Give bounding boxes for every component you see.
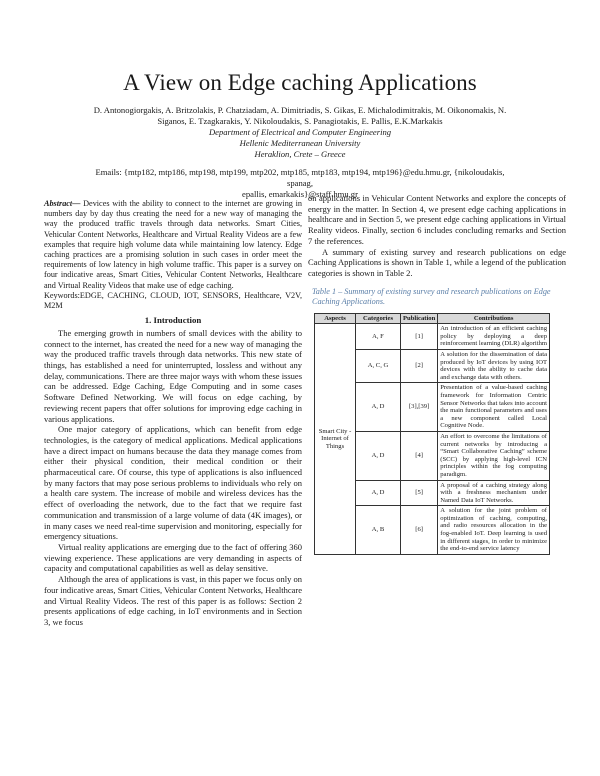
intro-paragraph-1: The emerging growth in numbers of small devices with the ability to connect to the internet, has created the need for a new way of managing the way the produced traffic travels through data networks. This new state of things, has established a need for uninterrupted, lossless and without any delay, communications. There are three major ways with whom these issues can be addressed. Edge Caching, Edge Computing and in some cases Software Defined Networking. We will focus on edge caching, by reviewing recent papers that offer solutions for improving edge caching in various applications. <box>44 327 302 424</box>
keywords: Keywords:EDGE, CACHING, CLOUD, IOT, SENSORS, Healthcare, V2V, M2M <box>44 290 302 311</box>
publication-cell: [2] <box>401 350 438 383</box>
email-line-1: Emails: {mtp182, mtp186, mtp198, mtp199, mtp202, mtp185, mtp183, mtp194, mtp196}@edu.hmu.gr, {nikoloudakis, spanag, <box>95 167 505 188</box>
author-block <box>80 105 520 160</box>
contribution-cell: An effort to overcome the limitations of current networks by introducing a “Smart Collaborative Caching” scheme (SCC) by applying high-level ICN principles within the fog computing paradigm. <box>438 431 550 480</box>
categories-cell: A, C, G <box>356 350 401 383</box>
right-paragraph-1: on applications in Vehicular Content Networks and explore the concepts of energy in the matter. In Section 4, we present edge caching applications in healthcare and in Section 5, we present edge caching applications in Virtual Reality videos. Finally, section 6 includes concluding remarks and Section 7 the references. <box>308 193 566 246</box>
publication-cell: [5] <box>401 480 438 506</box>
aspect-cell: Smart City - Internet of Things <box>315 324 356 555</box>
categories-cell: A, F <box>356 324 401 350</box>
section-heading-introduction: 1. Introduction <box>144 315 202 326</box>
right-paragraph-2: A summary of existing survey and research publications on edge Caching Applications is shown in Table 1, while a legend of the publication categories is shown in Table 2. <box>308 246 566 278</box>
abstract-label: Abstract— <box>44 199 81 208</box>
author-list-line-1: D. Antonogiorgakis, A. Britzolakis, P. Chatziadam, A. Dimitriadis, S. Gikas, E. Michalodimitrakis, M. Oikonomakis, N. <box>93 105 507 115</box>
categories-cell: A, B <box>356 506 401 555</box>
contribution-cell: A proposal of a caching strategy along with a freshness mechanism under Named Data IoT Networks. <box>438 480 550 506</box>
intro-paragraph-2: One major category of applications, which can benefit from edge technologies, is the category of medical applications. Medical applications have a direct impact on humans because the data they manage comes from either their physical condition, their medical condition or their pharmaceutical care. Of course, this type of applications is also influenced by many factors that may pose serious problems to individuals who rely on a health care system. The increase of mobile and wireless devices has the effect of overloading the network, due to the fact that we require fast communication and transmission of a large volume of data (4K images), or in many cases we need real-time supervision and monitoring, especially for emergency situations. <box>44 424 302 542</box>
contribution-cell: An introduction of an efficient caching policy by deploying a deep reinforcement learning (DLR) algorithm <box>438 324 550 350</box>
abstract-text: Devices with the ability to connect to the internet are growing in numbers day by day thus creating the need for a new way of managing the way the produced traffic travels through data networks. Smart Cities, Vehicular Content Networks, Healthcare and Virtual Reality Videos are a few examples that require high volume data while maintaining low latency. Edge caching practices are a promising solution in such cases in order meet the requirements of low latency in high volume traffic. This paper is a survey on four indicative areas, Smart Cities, Vehicular Content Networks, Healthcare and Virtual Reality Videos that make use of edge caching. <box>44 199 302 290</box>
header-contributions: Contributions <box>438 313 550 324</box>
publication-cell: [1] <box>401 324 438 350</box>
city: Heraklion, Crete – Greece <box>254 149 346 159</box>
summary-table <box>314 313 550 555</box>
department: Department of Electrical and Computer Engineering <box>208 127 392 137</box>
author-list-line-2: Siganos, E. Tzagkarakis, Y. Nikoloudakis, S. Panagiotakis, E. Pallis, E.K.Markakis <box>157 116 443 126</box>
left-column <box>44 199 302 628</box>
contribution-cell: Presentation of a value-based caching framework for Information Centric Sensor Networks that takes into account the main functional parameters and uses a new component called Local Cognitive Node. <box>438 383 550 432</box>
table-caption: Table 1 – Summary of existing survey and research publications on Edge Caching Applications. <box>312 286 551 306</box>
categories-cell: A, D <box>356 480 401 506</box>
publication-cell: [3],[39] <box>401 383 438 432</box>
categories-cell: A, D <box>356 383 401 432</box>
contribution-cell: A solution for the dissemination of data produced by IoT devices by using IOT devices with the ability to cache data and exchange data with others. <box>438 350 550 383</box>
contribution-cell: A solution for the joint problem of optimization of caching, computing, and radio resources allocation in the fog-enabled IoT. Deep learning is used in different stages, in order to minimize the end-to-end service latency <box>438 506 550 555</box>
categories-cell: A, D <box>356 431 401 480</box>
email-line-2: epallis, emarkakis}@staff.hmu.gr <box>242 189 358 199</box>
table-row <box>315 324 550 350</box>
right-column <box>308 193 566 555</box>
header-aspects: Aspects <box>315 313 356 324</box>
header-publication: Publication <box>401 313 438 324</box>
abstract <box>44 199 302 291</box>
intro-paragraph-4: Although the area of applications is vast, in this paper we focus only on four indicative areas, Smart Cities, Vehicular Content Networks, Healthcare and Virtual Reality Videos. The rest of this paper is as follows: Section 2 presents applications of edge caching, in IoT environments and in Section 3, we focus <box>44 574 302 627</box>
publication-cell: [4] <box>401 431 438 480</box>
table-header-row <box>315 313 550 324</box>
paper-title: A View on Edge caching Applications <box>123 70 477 95</box>
university: Hellenic Mediterranean University <box>239 138 361 148</box>
intro-paragraph-3: Virtual reality applications are emerging due to the fact of offering 360 viewing experience. These applications are very demanding in aspects of capacity and computational capabilities as well as delay sensitive. <box>44 542 302 574</box>
header-categories: Categories <box>356 313 401 324</box>
publication-cell: [6] <box>401 506 438 555</box>
